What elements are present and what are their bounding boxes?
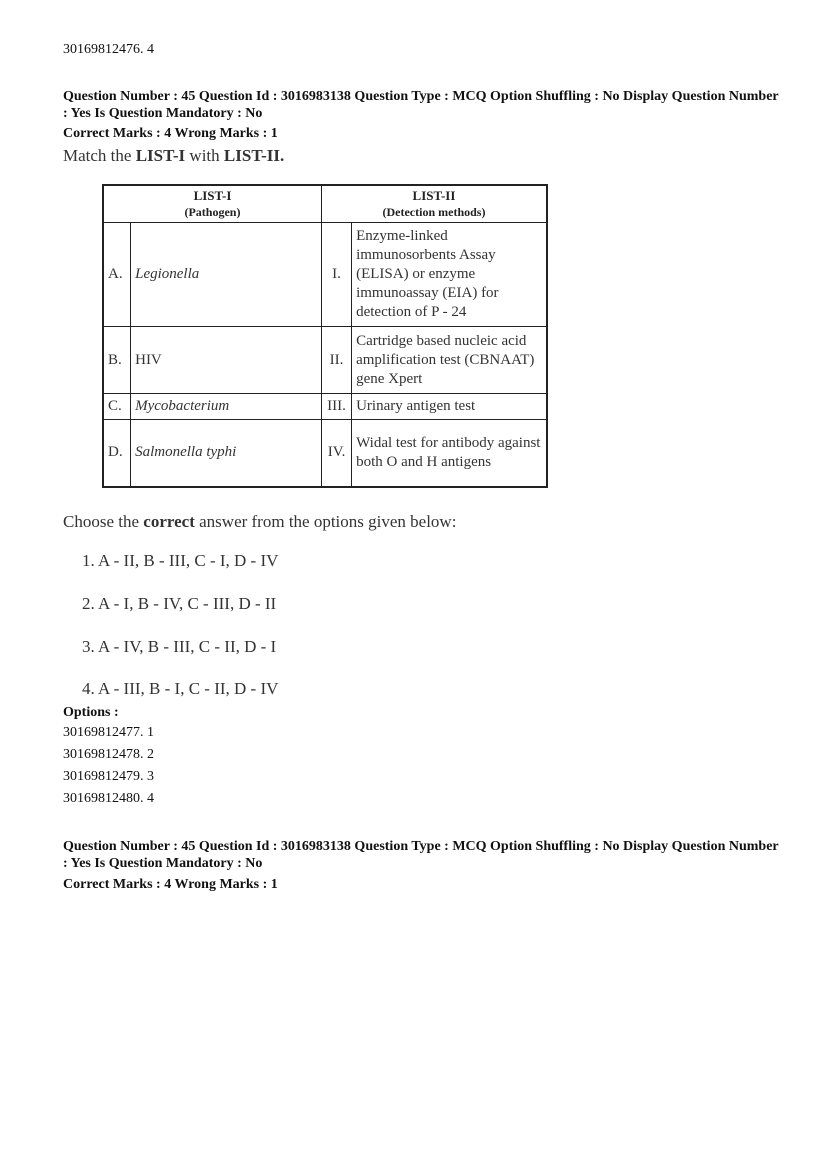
question-meta: Question Number : 45 Question Id : 3016983138 Question Type : MCQ Option Shuffling : No Display Question Number : Yes Is Question Mandatory : No — [63, 89, 779, 121]
answer-choice: 4. A - III, B - I, C - II, D - IV — [82, 679, 279, 698]
match-table — [102, 184, 548, 488]
option-id: 30169812477. 1 — [63, 725, 154, 740]
answer-choice: 2. A - I, B - IV, C - III, D - II — [82, 594, 277, 613]
detection-method: Cartridge based nucleic acid amplification test (CBNAAT) gene Xpert — [352, 327, 547, 394]
next-question-marks: Correct Marks : 4 Wrong Marks : 1 — [63, 877, 278, 892]
option-id: 30169812478. 2 — [63, 747, 154, 762]
table-row — [103, 394, 547, 420]
row-letter: A. — [103, 223, 131, 327]
question-serial-id: 30169812476. 4 — [63, 42, 154, 57]
question-instruction: Match the LIST-I with LIST-II. — [63, 146, 285, 165]
pathogen-name: HIV — [131, 327, 322, 394]
table-row — [103, 223, 547, 327]
row-roman: I. — [321, 223, 351, 327]
answer-choice: 1. A - II, B - III, C - I, D - IV — [82, 551, 279, 570]
detection-method: Urinary antigen test — [352, 394, 547, 420]
options-label: Options : — [63, 705, 119, 720]
row-roman: II. — [321, 327, 351, 394]
row-letter: B. — [103, 327, 131, 394]
pathogen-name: Mycobacterium — [131, 394, 322, 420]
list-2-header: LIST-II (Detection methods) — [321, 185, 547, 223]
option-id: 30169812479. 3 — [63, 769, 154, 784]
row-roman: III. — [321, 394, 351, 420]
table-row — [103, 420, 547, 487]
table-row — [103, 327, 547, 394]
pathogen-name: Salmonella typhi — [131, 420, 322, 487]
choose-instruction: Choose the correct answer from the options given below: — [63, 512, 457, 531]
row-letter: C. — [103, 394, 131, 420]
list-1-header: LIST-I (Pathogen) — [103, 185, 321, 223]
next-question-meta: Question Number : 45 Question Id : 3016983138 Question Type : MCQ Option Shuffling : No Display Question Number : Yes Is Question Mandatory : No — [63, 839, 779, 871]
row-roman: IV. — [321, 420, 351, 487]
detection-method: Widal test for antibody against both O and H antigens — [352, 420, 547, 487]
pathogen-name: Legionella — [131, 223, 322, 327]
detection-method: Enzyme-linked immunosorbents Assay (ELISA) or enzyme immunoassay (EIA) for detection of P - 24 — [352, 223, 547, 327]
question-marks: Correct Marks : 4 Wrong Marks : 1 — [63, 126, 278, 141]
option-id: 30169812480. 4 — [63, 791, 154, 806]
table-header-row — [103, 185, 547, 223]
answer-choice: 3. A - IV, B - III, C - II, D - I — [82, 637, 277, 656]
row-letter: D. — [103, 420, 131, 487]
